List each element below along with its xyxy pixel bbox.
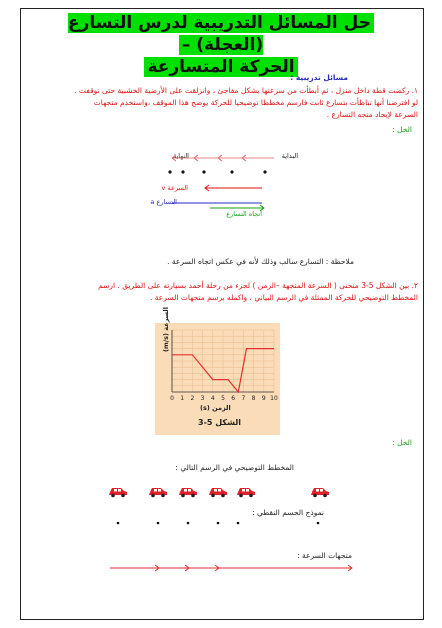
x-tick-label: 1 <box>180 395 185 402</box>
section-heading: مسائل تدريبية : <box>290 73 348 82</box>
x-tick-label: 4 <box>210 395 215 402</box>
x-tick-label: 5 <box>221 395 225 402</box>
x-tick-label: 2 <box>190 395 195 402</box>
title-line-1: حل المسائل التدريبية لدرس التسارع (العجلة) – <box>68 13 374 55</box>
question-1-line-3: السرعة لإيجاد متجه التسارع . <box>326 110 418 119</box>
question-1-line-1: ١. ركضت قطة داخل منزل ، ثم أبطأت من سرعتها بشكل مفاجئ ، وانزلقت على الأرضية الخشبية حتى توقفت . <box>74 86 418 95</box>
x-axis-label: الزمن (s) <box>200 404 231 412</box>
question-2-line-2: المخطط التوضيحي للحركة الممثلة في الرسم البياني ، واكمله برسم متجهات السرعة . <box>150 293 418 302</box>
acceleration-label: التسارع a <box>150 198 177 206</box>
x-tick-label: 3 <box>200 395 205 402</box>
x-tick-label: 9 <box>261 395 266 402</box>
x-tick-label: 10 <box>270 395 278 402</box>
vectors-label: متجهات السرعة : <box>297 551 352 560</box>
start-label: البداية <box>281 152 298 160</box>
x-tick-label: 8 <box>251 395 256 402</box>
dot-model-label: نموذج الجسم النقطي : <box>252 508 324 517</box>
title-line-2: الحركة المتسارعة <box>144 57 297 77</box>
y-axis-label: السرعة (m/s) <box>162 307 170 352</box>
diagram-label: المخطط التوضيحي في الرسم التالي : <box>175 463 294 472</box>
question-1-line-2: لو افترضنا أنها تباطأت بتسارع ثابت فارسم مخططا توضيحيا للحركة يوضح هذا الموقف ،واستخدم متجهات <box>93 98 418 107</box>
accel-direction-label: اتجاه التسارع <box>226 210 262 218</box>
x-tick-label: 7 <box>241 395 246 402</box>
x-tick-label: 6 <box>231 395 236 402</box>
note: ملاحظة : التسارع سالب وذلك لأنه في عكس اتجاه السرعة . <box>167 257 354 266</box>
question-2-line-1: ٢. بين الشكل 5-3 منحنى ( السرعة المتجهة –الزمن ) لجزء من رحلة أحمد بسيارته على الطريق . ارسم <box>98 281 418 290</box>
end-label: النهاية <box>172 152 189 160</box>
solution-label-1: الحل : <box>392 125 412 134</box>
velocity-label: السرعة v <box>161 184 188 192</box>
figure-caption: الشكل 5-3 <box>198 418 241 427</box>
solution-label-2: الحل : <box>392 438 412 447</box>
x-tick-label: 0 <box>170 395 174 402</box>
